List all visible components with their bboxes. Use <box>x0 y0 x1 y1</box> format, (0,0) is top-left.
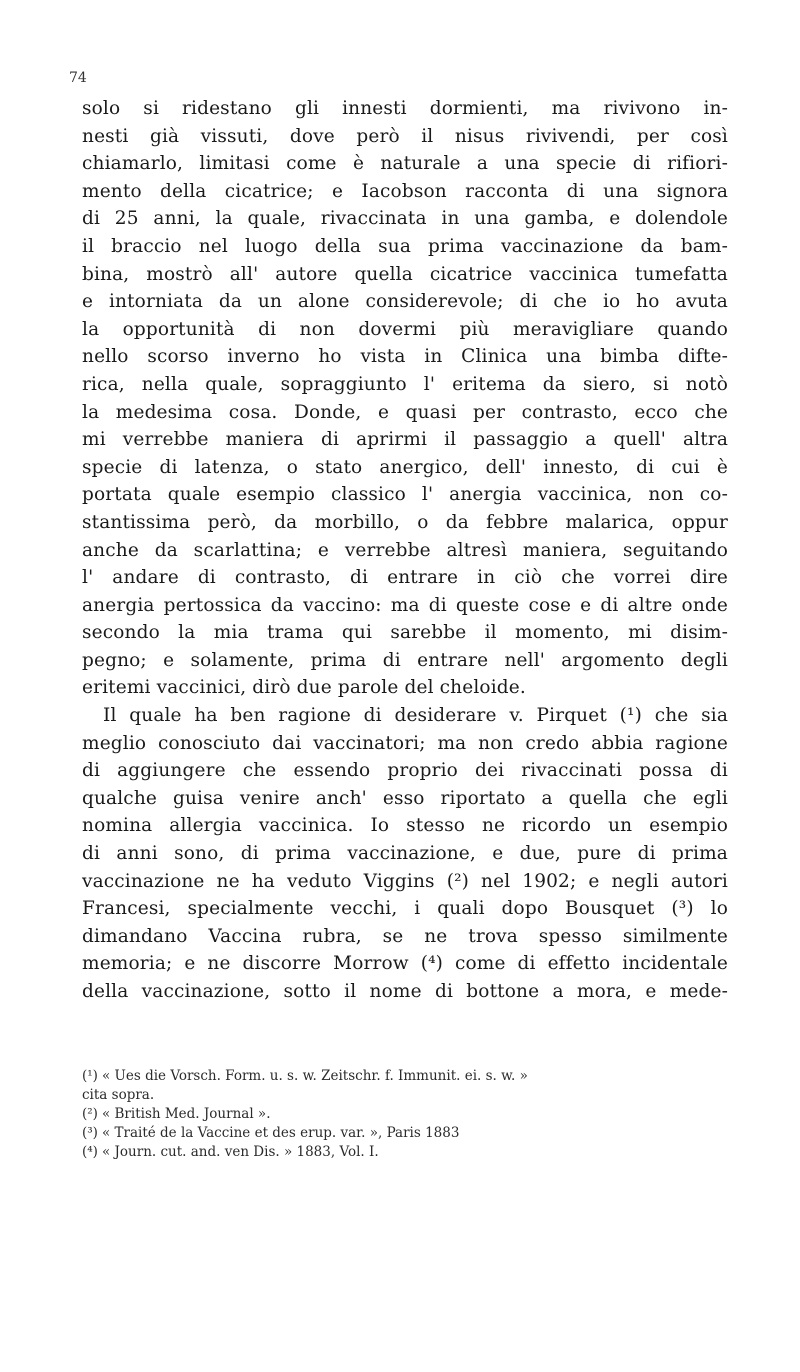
text-line: eritemi vaccinici, dirò due parole del cheloide. <box>82 677 526 699</box>
text-line: stantissima però, da morbillo, o da febbre malarica, oppur <box>82 511 728 533</box>
text-line: pegno; e solamente, prima di entrare nell' argomento degli <box>82 649 728 671</box>
text-line: Francesi, specialmente vecchi, i quali dopo Bousquet (³) lo <box>82 898 728 920</box>
footnote-marker: (⁴) <box>82 1144 98 1160</box>
text-line: il braccio nel luogo della sua prima vaccinazione da bam- <box>82 235 728 257</box>
text-line: l' andare di contrasto, di entrare in ciò che vorrei dire <box>82 567 728 589</box>
text-line: mi verrebbe maniera di aprirmi il passaggio a quell' altra <box>82 429 728 451</box>
text-line: qualche guisa venire anch' esso riportato a quella che egli <box>82 787 728 809</box>
footnote-text: « British Med. Journal ». <box>101 1106 271 1122</box>
footnote-marker: (¹) <box>82 1068 98 1084</box>
text-line: secondo la mia trama qui sarebbe il momento, mi disim- <box>82 622 728 644</box>
text-line: della vaccinazione, sotto il nome di bottone a mora, e mede- <box>82 981 728 1002</box>
body-text <box>82 95 728 1006</box>
text-line: Il quale ha ben ragione di desiderare v. Pirquet (¹) che sia <box>103 705 728 727</box>
text-line: mento della cicatrice; e Iacobson racconta di una signora <box>82 180 728 202</box>
footnotes <box>82 1067 728 1162</box>
footnote-2 <box>82 1105 728 1124</box>
text-line: di anni sono, di prima vaccinazione, e due, pure di prima <box>82 843 728 865</box>
footnote-3 <box>82 1124 728 1143</box>
text-line: portata quale esempio classico l' anergia vaccinica, non co- <box>82 484 728 506</box>
footnote-4 <box>82 1143 728 1162</box>
paragraph-1 <box>82 95 728 702</box>
text-line: nomina allergia vaccinica. Io stesso ne ricordo un esempio <box>82 815 728 837</box>
text-line: solo si ridestano gli innesti dormienti, ma rivivono in- <box>82 98 728 119</box>
text-line: di 25 anni, la quale, rivaccinata in una gamba, e dolendole <box>82 208 728 230</box>
text-line: rica, nella quale, sopraggiunto l' eritema da siero, si notò <box>82 373 728 395</box>
footnote-text: « Journ. cut. and. ven Dis. » 1883, Vol. I. <box>101 1144 379 1160</box>
text-line: chiamarlo, limitasi come è naturale a una specie di rifiori- <box>82 153 728 175</box>
text-line: anche da scarlattina; e verrebbe altresì maniera, seguitando <box>82 539 728 561</box>
text-line: nello scorso inverno ho vista in Clinica una bimba difte- <box>82 346 728 368</box>
footnote-text: « Ues die Vorsch. Form. u. s. w. Zeitschr. f. Immunit. ei. s. w. » <box>101 1068 528 1084</box>
text-line: e intorniata da un alone considerevole; di che io ho avuta <box>82 291 728 313</box>
text-line: la opportunità di non dovermi più meravigliare quando <box>82 318 728 340</box>
text-line: dimandano Vaccina rubra, se ne trova spesso similmente <box>82 925 728 947</box>
text-line: specie di latenza, o stato anergico, dell' innesto, di cui è <box>82 456 728 478</box>
footnote-text: cita sopra. <box>82 1087 155 1103</box>
text-line: nesti già vissuti, dove però il nisus rivivendi, per così <box>82 125 728 147</box>
paragraph-2 <box>82 702 728 1006</box>
text-line: bina, mostrò all' autore quella cicatrice vaccinica tumefatta <box>82 263 728 285</box>
footnote-1 <box>82 1067 728 1086</box>
text-line: meglio conosciuto dai vaccinatori; ma non credo abbia ragione <box>82 732 728 754</box>
text-line: vaccinazione ne ha veduto Viggins (²) nel 1902; e negli autori <box>82 870 728 892</box>
footnote-marker: (²) <box>82 1106 98 1122</box>
text-line: la medesima cosa. Donde, e quasi per contrasto, ecco che <box>82 401 728 423</box>
footnote-text: « Traité de la Vaccine et des erup. var. », Paris 1883 <box>101 1125 460 1141</box>
page-number: 74 <box>69 70 87 86</box>
footnote-marker: (³) <box>82 1125 98 1141</box>
text-line: di aggiungere che essendo proprio dei rivaccinati possa di <box>82 760 728 782</box>
text-line: memoria; e ne discorre Morrow (⁴) come di effetto incidentale <box>82 953 728 975</box>
footnote-1-continuation <box>82 1086 728 1105</box>
text-line: anergia pertossica da vaccino: ma di queste cose e di altre onde <box>82 594 728 616</box>
